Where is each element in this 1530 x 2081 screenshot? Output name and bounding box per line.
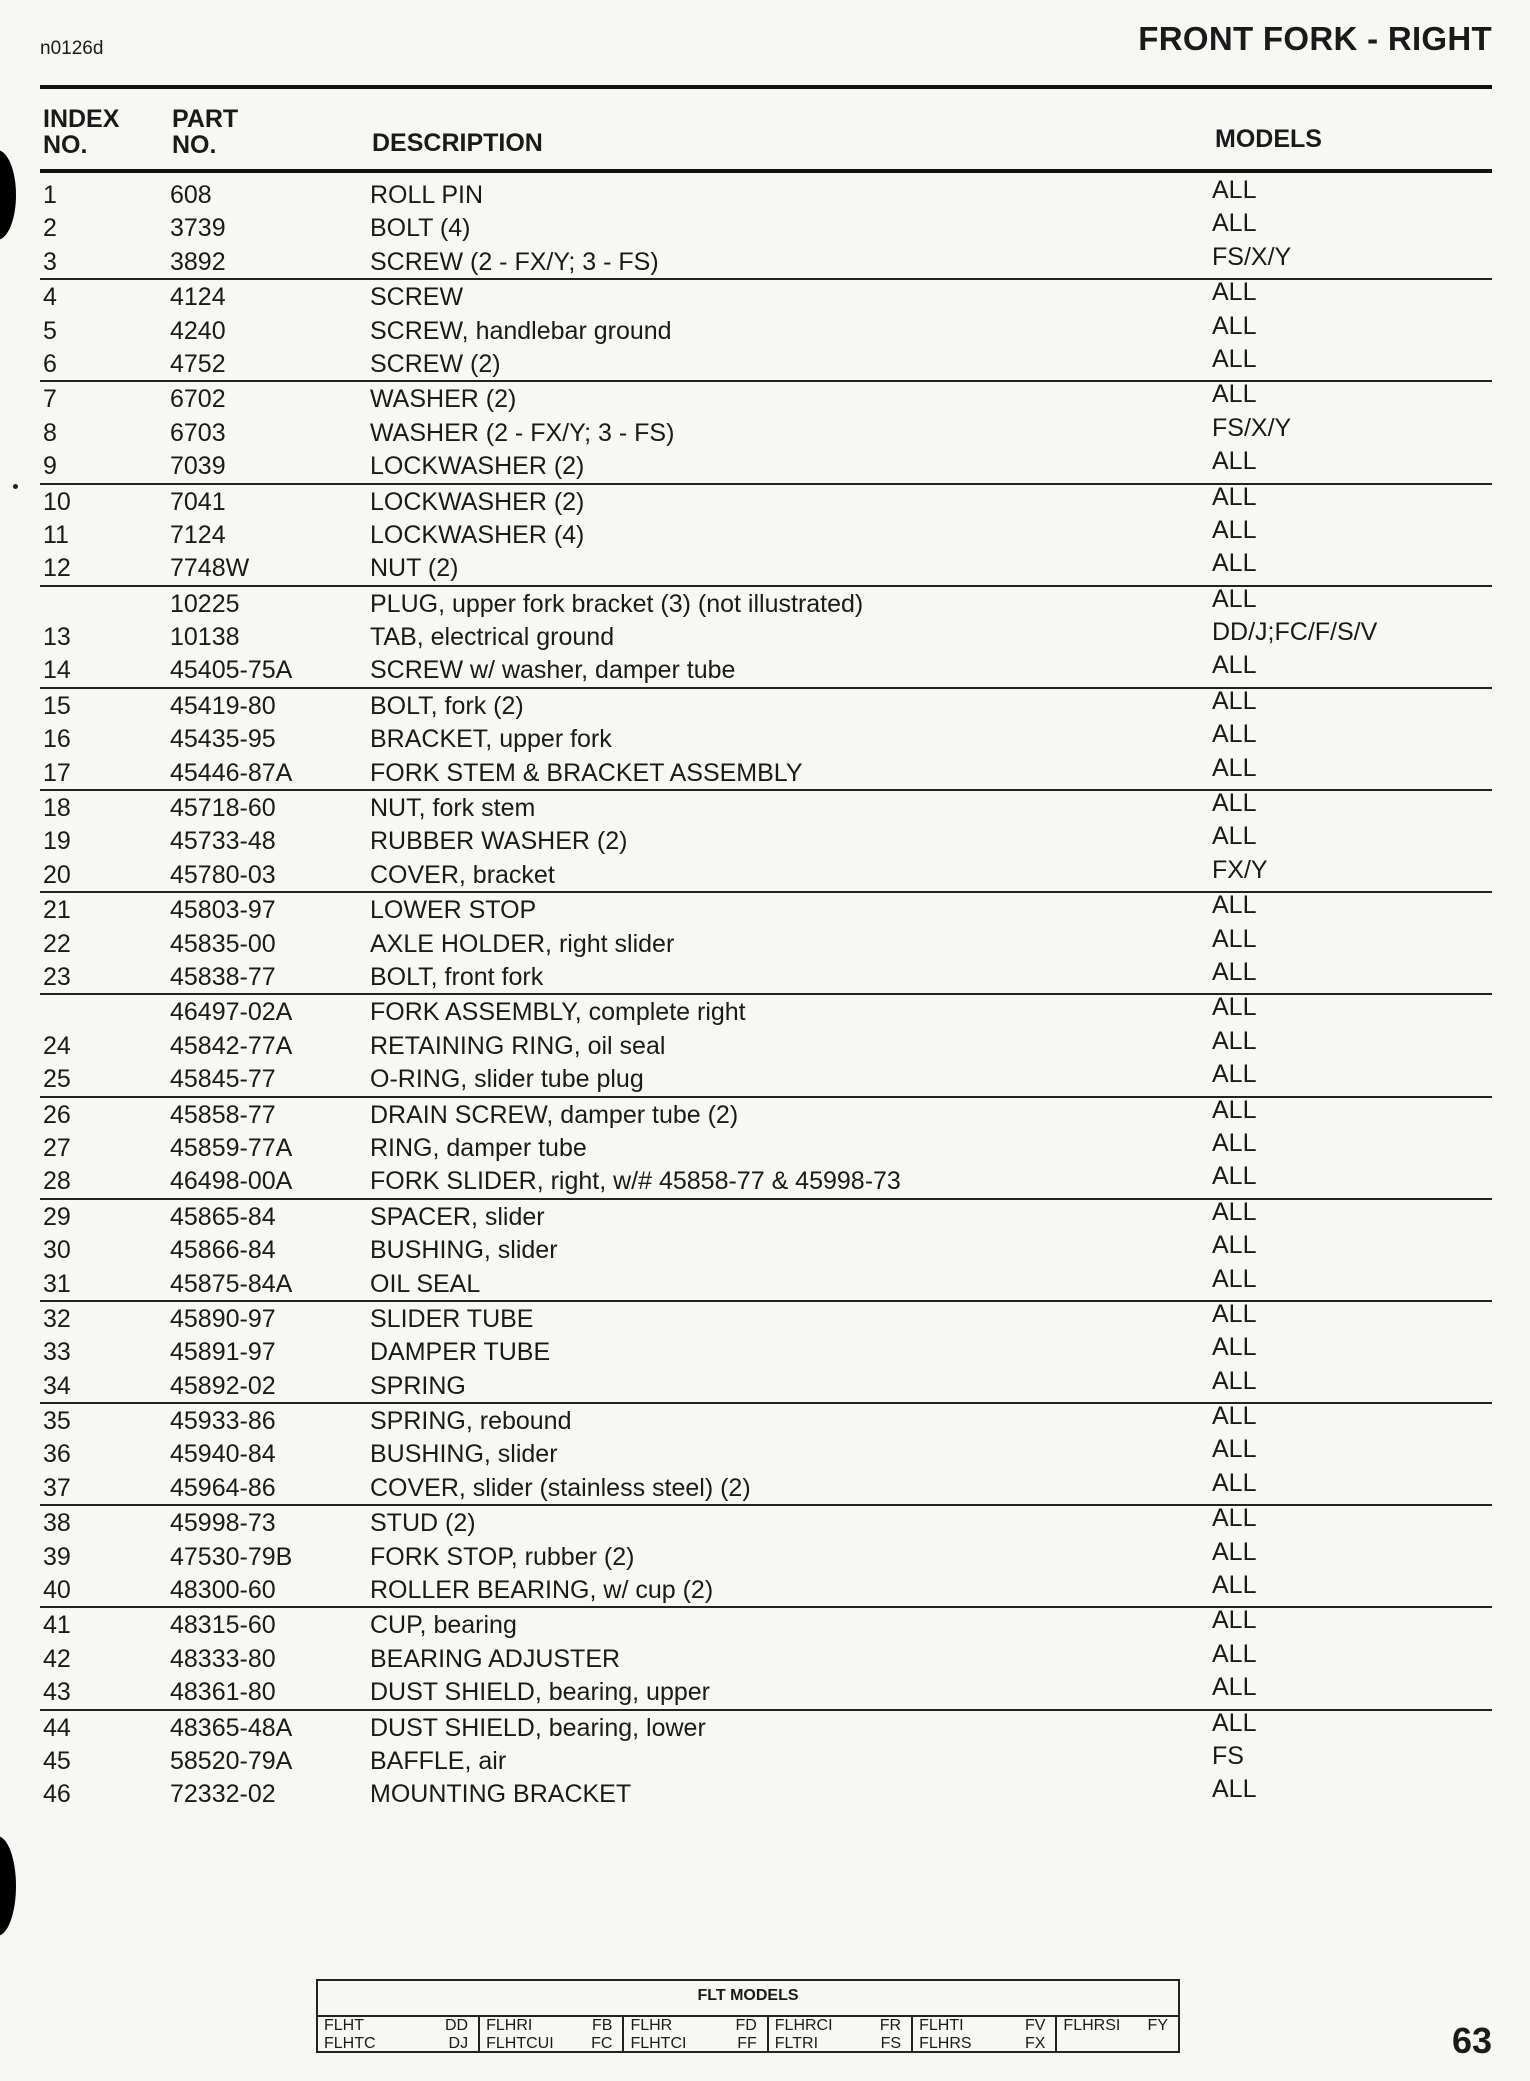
cell-models: ALL [1212, 1333, 1257, 1362]
table-row [40, 653, 1492, 686]
cell-part-no: 46497-02A [170, 998, 293, 1027]
column-header-part-line2: NO. [172, 131, 217, 159]
cell-part-no: 48300-60 [170, 1576, 276, 1605]
table-row [40, 1164, 1492, 1197]
cell-part-no: 48333-80 [170, 1644, 276, 1673]
cell-description: BOLT, fork (2) [370, 691, 524, 720]
cell-models: ALL [1212, 482, 1257, 511]
cell-description: STUD (2) [370, 1509, 476, 1538]
cell-models: ALL [1212, 1128, 1257, 1157]
table-row [40, 344, 1492, 380]
cell-index-no: 34 [43, 1371, 71, 1400]
legend-cell [1057, 2017, 1178, 2053]
cell-models: DD/J;FC/F/S/V [1212, 618, 1378, 647]
cell-index-no: 26 [43, 1100, 71, 1129]
cell-index-no: 42 [43, 1644, 71, 1673]
table-row [40, 1537, 1492, 1573]
cell-description: BOLT, front fork [370, 962, 544, 991]
cell-part-no: 45933-86 [170, 1407, 276, 1436]
cell-part-no: 45940-84 [170, 1440, 276, 1469]
cell-description: DRAIN SCREW, damper tube (2) [370, 1100, 739, 1129]
top-rule [40, 85, 1492, 89]
cell-models: ALL [1212, 1231, 1257, 1260]
cell-part-no: 46498-00A [170, 1167, 293, 1196]
cell-index-no: 39 [43, 1542, 71, 1571]
legend-model: FLHRSI [1063, 2017, 1121, 2034]
legend-code: FC [591, 2035, 613, 2052]
legend-title: FLT MODELS [697, 1987, 799, 2004]
cell-index-no: 5 [43, 316, 57, 345]
legend-model: FLHRCI [774, 2017, 833, 2034]
table-row [40, 1335, 1492, 1368]
cell-models: FS/X/Y [1212, 242, 1292, 271]
cell-description: COVER, slider (stainless steel) (2) [370, 1473, 751, 1502]
cell-models: ALL [1212, 209, 1257, 238]
legend-model: FLHRS [919, 2035, 972, 2052]
cell-description: SCREW [370, 283, 464, 312]
table-row [40, 483, 1492, 518]
cell-description: FORK ASSEMBLY, complete right [370, 998, 746, 1027]
legend-cell [769, 2017, 913, 2053]
cell-models: ALL [1212, 1095, 1257, 1124]
legend-code: DJ [448, 2035, 469, 2052]
table-row [40, 1573, 1492, 1606]
legend-cell [480, 2017, 624, 2053]
cell-models: ALL [1212, 720, 1257, 749]
cell-models: ALL [1212, 686, 1257, 715]
cell-description: WASHER (2) [370, 385, 517, 414]
cell-index-no: 10 [43, 487, 71, 516]
cell-index-no: 27 [43, 1133, 71, 1162]
cell-index-no: 11 [43, 520, 69, 549]
column-header-index-line1: INDEX [43, 105, 120, 133]
table-row [40, 824, 1492, 857]
cell-part-no: 45405-75A [170, 656, 293, 685]
cell-models: ALL [1212, 1264, 1257, 1293]
cell-description: SCREW w/ washer, damper tube [370, 656, 736, 685]
legend-cell [624, 2017, 768, 2053]
cell-models: ALL [1212, 1537, 1257, 1566]
legend-model: FLHRI [486, 2017, 533, 2034]
cell-description: FORK STEM & BRACKET ASSEMBLY [370, 758, 803, 787]
table-row [40, 855, 1492, 891]
legend-code: FS [880, 2035, 902, 2052]
cell-index-no: 45 [43, 1746, 71, 1775]
cell-index-no: 15 [43, 691, 71, 720]
cell-description: AXLE HOLDER, right slider [370, 929, 675, 958]
cell-description: SCREW (2) [370, 349, 501, 378]
table-row [40, 380, 1492, 415]
cell-part-no: 45838-77 [170, 962, 276, 991]
cell-index-no: 17 [43, 758, 71, 787]
table-row [40, 311, 1492, 347]
cell-description: DUST SHIELD, bearing, upper [370, 1678, 710, 1707]
cell-part-no: 4752 [170, 349, 226, 378]
table-row [40, 620, 1492, 653]
cell-index-no: 29 [43, 1202, 71, 1231]
cell-models: ALL [1212, 1571, 1257, 1600]
document-code: n0126d [40, 38, 104, 59]
cell-part-no: 3892 [170, 247, 226, 276]
cell-part-no: 45875-84A [170, 1269, 293, 1298]
cell-models: ALL [1212, 278, 1257, 307]
page-number: 63 [1451, 2020, 1492, 2061]
cell-description: DUST SHIELD, bearing, lower [370, 1713, 706, 1742]
column-header-index-line2: NO. [43, 131, 88, 159]
cell-description: SCREW (2 - FX/Y; 3 - FS) [370, 247, 659, 276]
table-row [40, 515, 1492, 551]
cell-description: SPRING, rebound [370, 1407, 572, 1436]
cell-models: FX/Y [1212, 855, 1268, 884]
table-row [40, 1128, 1492, 1164]
cell-index-no: 20 [43, 860, 71, 889]
cell-models: ALL [1212, 651, 1257, 680]
cell-part-no: 7124 [170, 520, 226, 549]
cell-part-no: 45803-97 [170, 896, 276, 925]
cell-part-no: 45890-97 [170, 1304, 276, 1333]
cell-index-no: 7 [43, 385, 57, 414]
legend-model: FLHTCUI [486, 2035, 554, 2052]
cell-index-no: 13 [43, 623, 71, 652]
cell-description: COVER, bracket [370, 860, 555, 889]
cell-description: RUBBER WASHER (2) [370, 827, 628, 856]
cell-index-no: 33 [43, 1338, 71, 1367]
cell-part-no: 4240 [170, 316, 226, 345]
cell-description: SLIDER TUBE [370, 1304, 534, 1333]
cell-models: FS [1212, 1741, 1244, 1770]
cell-index-no: 23 [43, 962, 71, 991]
cell-index-no: 6 [43, 349, 57, 378]
table-row [40, 1366, 1492, 1402]
cell-description: RING, damper tube [370, 1133, 587, 1162]
column-header-description: DESCRIPTION [372, 129, 543, 157]
cell-index-no: 35 [43, 1407, 71, 1436]
cell-models: ALL [1212, 993, 1257, 1022]
cell-part-no: 45865-84 [170, 1202, 276, 1231]
cell-description: FORK SLIDER, right, w/# 45858-77 & 45998-73 [370, 1167, 901, 1196]
cell-models: ALL [1212, 549, 1257, 578]
cell-part-no: 45858-77 [170, 1100, 276, 1129]
cell-description: CUP, bearing [370, 1611, 517, 1640]
cell-part-no: 7748W [170, 554, 250, 583]
cell-part-no: 6702 [170, 385, 226, 414]
cell-part-no: 45835-00 [170, 929, 276, 958]
cell-part-no: 48365-48A [170, 1713, 293, 1742]
cell-models: ALL [1212, 176, 1257, 204]
cell-index-no: 9 [43, 452, 57, 481]
binder-hole [0, 1836, 16, 1936]
column-header-models: MODELS [1215, 125, 1322, 153]
cell-index-no: 16 [43, 725, 71, 754]
table-row [40, 1026, 1492, 1062]
table-row [40, 1062, 1492, 1095]
cell-index-no: 37 [43, 1473, 71, 1502]
legend-code: FF [737, 2035, 757, 2052]
legend-code: DD [445, 2017, 469, 2034]
cell-models: ALL [1212, 891, 1257, 920]
binder-hole [0, 150, 16, 240]
cell-index-no: 31 [43, 1269, 71, 1298]
cell-part-no: 45435-95 [170, 725, 276, 754]
cell-part-no: 608 [170, 181, 212, 209]
cell-description: ROLL PIN [370, 181, 484, 209]
cell-models: ALL [1212, 584, 1257, 613]
cell-models: ALL [1212, 1673, 1257, 1702]
table-row [40, 1675, 1492, 1708]
cell-models: ALL [1212, 380, 1257, 409]
cell-part-no: 10138 [170, 623, 240, 652]
cell-models: ALL [1212, 515, 1257, 544]
table-row [40, 957, 1492, 993]
table-row [40, 242, 1492, 278]
legend-cell [913, 2017, 1057, 2053]
cell-index-no: 8 [43, 418, 57, 447]
cell-part-no: 72332-02 [170, 1780, 276, 1809]
cell-models: ALL [1212, 1162, 1257, 1191]
cell-part-no: 45718-60 [170, 794, 276, 823]
cell-description: BUSHING, slider [370, 1440, 558, 1469]
cell-description: LOCKWASHER (2) [370, 487, 585, 516]
table-row [40, 993, 1492, 1028]
cell-part-no: 45446-87A [170, 758, 293, 787]
cell-description: ROLLER BEARING, w/ cup (2) [370, 1576, 714, 1605]
legend-code: FY [1147, 2017, 1168, 2034]
cell-index-no: 46 [43, 1780, 71, 1809]
cell-part-no: 45419-80 [170, 691, 276, 720]
cell-part-no: 45891-97 [170, 1338, 276, 1367]
cell-index-no: 28 [43, 1167, 71, 1196]
cell-index-no: 41 [43, 1611, 71, 1640]
cell-models: ALL [1212, 1026, 1257, 1055]
table-row [40, 687, 1492, 722]
cell-models: ALL [1212, 1435, 1257, 1464]
cell-part-no: 3739 [170, 214, 226, 243]
legend-code: FR [879, 2017, 902, 2034]
cell-index-no: 19 [43, 827, 71, 856]
cell-description: SPRING [370, 1371, 466, 1400]
table-row [40, 891, 1492, 926]
table-row [40, 1437, 1492, 1470]
cell-part-no: 45859-77A [170, 1133, 293, 1162]
cell-description: SCREW, handlebar ground [370, 316, 672, 345]
cell-models: ALL [1212, 447, 1257, 476]
cell-index-no: 12 [43, 554, 71, 583]
cell-description: BAFFLE, air [370, 1746, 507, 1775]
table-row [40, 1198, 1492, 1233]
page-title: FRONT FORK - RIGHT [1138, 20, 1492, 57]
table-row [40, 722, 1492, 755]
cell-models: ALL [1212, 1639, 1257, 1668]
cell-index-no: 21 [43, 896, 71, 925]
cell-index-no: 1 [43, 181, 57, 209]
flt-models-legend [316, 1979, 1180, 2053]
legend-code: FV [1024, 2017, 1046, 2034]
cell-index-no: 40 [43, 1576, 71, 1605]
legend-model: FLHTI [919, 2017, 964, 2034]
cell-models: ALL [1212, 1060, 1257, 1089]
cell-index-no: 14 [43, 656, 71, 685]
cell-index-no: 32 [43, 1304, 71, 1333]
table-row [40, 1402, 1492, 1437]
cell-part-no: 45998-73 [170, 1509, 276, 1538]
table-row [40, 449, 1492, 482]
cell-models: ALL [1212, 924, 1257, 953]
legend-model: FLTRI [774, 2035, 819, 2052]
cell-index-no: 2 [43, 214, 57, 243]
cell-part-no: 48361-80 [170, 1678, 276, 1707]
cell-index-no: 18 [43, 794, 71, 823]
cell-models: ALL [1212, 957, 1257, 986]
cell-models: ALL [1212, 1366, 1257, 1395]
legend-model: FLHR [630, 2017, 673, 2034]
table-row [40, 1709, 1492, 1744]
table-row [40, 1606, 1492, 1641]
cell-description: LOWER STOP [370, 896, 537, 925]
column-header-part [172, 106, 238, 158]
cell-models: ALL [1212, 1468, 1257, 1497]
table-row [40, 753, 1492, 789]
cell-part-no: 6703 [170, 418, 226, 447]
table-row [40, 278, 1492, 313]
cell-models: ALL [1212, 1299, 1257, 1328]
cell-description: BRACKET, upper fork [370, 725, 612, 754]
cell-description: OIL SEAL [370, 1269, 481, 1298]
parts-table [40, 178, 1492, 1811]
cell-description: BOLT (4) [370, 214, 471, 243]
table-row [40, 211, 1492, 244]
legend-model: FLHTCI [630, 2035, 687, 2052]
cell-part-no: 45780-03 [170, 860, 276, 889]
cell-description: BEARING ADJUSTER [370, 1644, 621, 1673]
table-row [40, 1741, 1492, 1777]
cell-index-no: 3 [43, 247, 57, 276]
table-row [40, 924, 1492, 960]
cell-description: PLUG, upper fork bracket (3) (not illustrated) [370, 589, 864, 618]
cell-part-no: 58520-79A [170, 1746, 293, 1775]
cell-index-no: 25 [43, 1065, 71, 1094]
cell-description: SPACER, slider [370, 1202, 545, 1231]
column-header-index [43, 106, 119, 158]
table-row [40, 1096, 1492, 1131]
cell-part-no: 45845-77 [170, 1065, 276, 1094]
scan-speck [13, 484, 18, 489]
cell-models: ALL [1212, 1606, 1257, 1635]
cell-models: ALL [1212, 311, 1257, 340]
cell-part-no: 45866-84 [170, 1236, 276, 1265]
header-rule [40, 169, 1492, 173]
cell-index-no: 44 [43, 1713, 71, 1742]
cell-models: ALL [1212, 344, 1257, 373]
cell-description: NUT, fork stem [370, 794, 536, 823]
cell-index-no: 43 [43, 1678, 71, 1707]
cell-part-no: 10225 [170, 589, 240, 618]
legend-model: FLHT [324, 2017, 364, 2034]
cell-part-no: 45964-86 [170, 1473, 276, 1502]
legend-code: FX [1024, 2035, 1046, 2052]
cell-description: O-RING, slider tube plug [370, 1065, 644, 1094]
table-row [40, 1300, 1492, 1335]
cell-description: MOUNTING BRACKET [370, 1780, 632, 1809]
cell-part-no: 47530-79B [170, 1542, 293, 1571]
cell-models: ALL [1212, 789, 1257, 818]
cell-index-no: 4 [43, 283, 57, 312]
cell-models: ALL [1212, 1775, 1257, 1804]
cell-description: LOCKWASHER (2) [370, 452, 585, 481]
column-header-part-line1: PART [172, 105, 239, 133]
cell-part-no: 45842-77A [170, 1031, 293, 1060]
legend-code: FB [591, 2017, 613, 2034]
table-row [40, 1468, 1492, 1504]
table-row [40, 1639, 1492, 1675]
cell-part-no: 45733-48 [170, 827, 276, 856]
cell-description: NUT (2) [370, 554, 459, 583]
cell-models: ALL [1212, 822, 1257, 851]
table-row [40, 1504, 1492, 1539]
table-row [40, 178, 1492, 211]
legend-model: FLHTC [324, 2035, 376, 2052]
table-row [40, 413, 1492, 449]
cell-description: RETAINING RING, oil seal [370, 1031, 666, 1060]
cell-index-no: 38 [43, 1509, 71, 1538]
table-row [40, 585, 1492, 620]
cell-models: ALL [1212, 1197, 1257, 1226]
cell-models: ALL [1212, 753, 1257, 782]
cell-index-no: 22 [43, 929, 71, 958]
cell-models: ALL [1212, 1504, 1257, 1533]
legend-cell [318, 2017, 480, 2053]
table-row [40, 1777, 1492, 1810]
cell-index-no: 24 [43, 1031, 71, 1060]
table-row [40, 789, 1492, 824]
cell-models: FS/X/Y [1212, 413, 1292, 442]
cell-description: TAB, electrical ground [370, 623, 615, 652]
cell-part-no: 7041 [170, 487, 226, 516]
cell-description: WASHER (2 - FX/Y; 3 - FS) [370, 418, 675, 447]
table-row [40, 1233, 1492, 1266]
cell-description: BUSHING, slider [370, 1236, 558, 1265]
cell-description: FORK STOP, rubber (2) [370, 1542, 635, 1571]
cell-models: ALL [1212, 1402, 1257, 1431]
cell-index-no: 36 [43, 1440, 71, 1469]
cell-description: DAMPER TUBE [370, 1338, 551, 1367]
cell-part-no: 4124 [170, 283, 226, 312]
table-row [40, 1264, 1492, 1300]
cell-description: LOCKWASHER (4) [370, 520, 585, 549]
legend-code: FD [735, 2017, 757, 2034]
cell-part-no: 7039 [170, 452, 226, 481]
table-row [40, 551, 1492, 584]
cell-part-no: 45892-02 [170, 1371, 276, 1400]
cell-part-no: 48315-60 [170, 1611, 276, 1640]
legend-row [318, 2015, 1178, 2053]
cell-models: ALL [1212, 1708, 1257, 1737]
cell-index-no: 30 [43, 1236, 71, 1265]
